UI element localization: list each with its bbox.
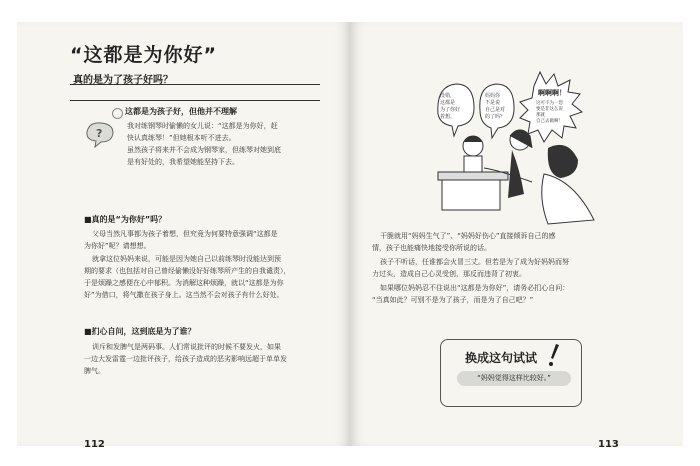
bubble-text: 为了你好 xyxy=(440,107,461,113)
page-title: “这都是为你好” xyxy=(70,44,217,66)
intro-line: 是有好处的，我希望她能坚持下去。 xyxy=(127,158,239,166)
question-bubble-icon xyxy=(83,120,117,150)
body-line: 一边大发雷霆一边批评孩子，给孩子造成的恶劣影响远超于单单发 xyxy=(84,355,287,363)
bubble-text: 要是非这么说 xyxy=(536,107,563,112)
body-line: 好”为借口，将气撒在孩子身上。这当然不会对孩子有什么好处。 xyxy=(84,291,284,299)
bubble-text: 这都是 xyxy=(440,100,456,106)
bubble-text: 没错， xyxy=(440,93,456,99)
section-bullet-icon xyxy=(112,108,123,119)
body-line: 训斥和发脾气是两码事。人们常说批评的时候不要发火，如果 xyxy=(92,343,281,351)
body-line: 就拿这位妈妈来说，可能是因为她自己以前练琴时没能达到预 xyxy=(92,255,281,263)
subtitle-underline xyxy=(70,100,320,101)
bubble-text: 自己去做啊！ xyxy=(536,119,563,124)
section-heading: ■扪心自问，这到底是为了谁？ xyxy=(84,327,196,336)
bubble-text: 的了吗？ xyxy=(485,114,506,120)
bubble-text: 啊啊啊！ xyxy=(538,89,566,97)
body-line: 力过头，造成自己心灵受创，那反而违背了初衷。 xyxy=(372,270,526,278)
intro-line: 我对练钢琴时偷懒的女儿说：“这都是为你好，赶 xyxy=(127,122,278,130)
tip-quote: “妈妈觉得这样比较好。” xyxy=(457,371,571,386)
page-number: 113 xyxy=(598,439,619,450)
svg-text:?: ? xyxy=(96,127,103,140)
bubble-text: 这可不为一您 xyxy=(536,101,563,106)
body-line: 情，孩子也能痛快地接受你所说的话。 xyxy=(372,244,491,252)
body-line: 父母当然凡事都为孩子着想，但究竟为何要特意强调“这都是 xyxy=(92,230,278,238)
section-title: 这都是为孩子好，但他并不理解 xyxy=(125,107,237,116)
page-subtitle: 真的是为了孩子好吗？ xyxy=(73,75,173,86)
section-heading: ■真的是“为你好”吗？ xyxy=(84,215,167,224)
bubble-text: 妈妈你 xyxy=(485,93,501,99)
body-line: “当真如此？可别不是为了孩子，而是为了自己吧？” xyxy=(372,296,534,304)
bubble-text: 自己是对 xyxy=(485,107,506,113)
body-line: 期的要求（也包括对自己曾经偷懒没好好练琴所产生的自我谴责）， xyxy=(84,267,291,275)
bubble-text: 着想。 xyxy=(440,114,456,120)
tip-title: 换成这句试试 xyxy=(465,351,538,365)
body-line: 为你好”呢？请想想。 xyxy=(84,242,151,250)
body-line: 干脆就用“妈妈生气了”、“妈妈好伤心”直接倾诉自己的感 xyxy=(380,232,556,240)
body-line: 于是烦躁之感便在心中郁积。为消解这种烦躁，就以“这都是为你 xyxy=(84,279,284,287)
intro-line: 虽然孩子将来并不会成为钢琴家，但练琴对她到底 xyxy=(127,146,281,154)
intro-line: 快认真练琴！”但她根本听不进去。 xyxy=(127,134,236,142)
bubble-text: 那就 xyxy=(536,113,545,118)
body-line: 脾气。 xyxy=(84,367,105,375)
body-line: 如果哪位妈妈忍不住说出“这都是为你好”，请务必扪心自问： xyxy=(380,284,570,292)
bubble-text: 不是说 xyxy=(485,100,501,106)
mother-child-illustration xyxy=(428,64,604,232)
exclamation-icon xyxy=(548,343,560,367)
page-number: 112 xyxy=(84,439,105,450)
body-line: 孩子不听话，任谁都会火冒三丈。但若是为了成为好妈妈而努 xyxy=(380,258,569,266)
